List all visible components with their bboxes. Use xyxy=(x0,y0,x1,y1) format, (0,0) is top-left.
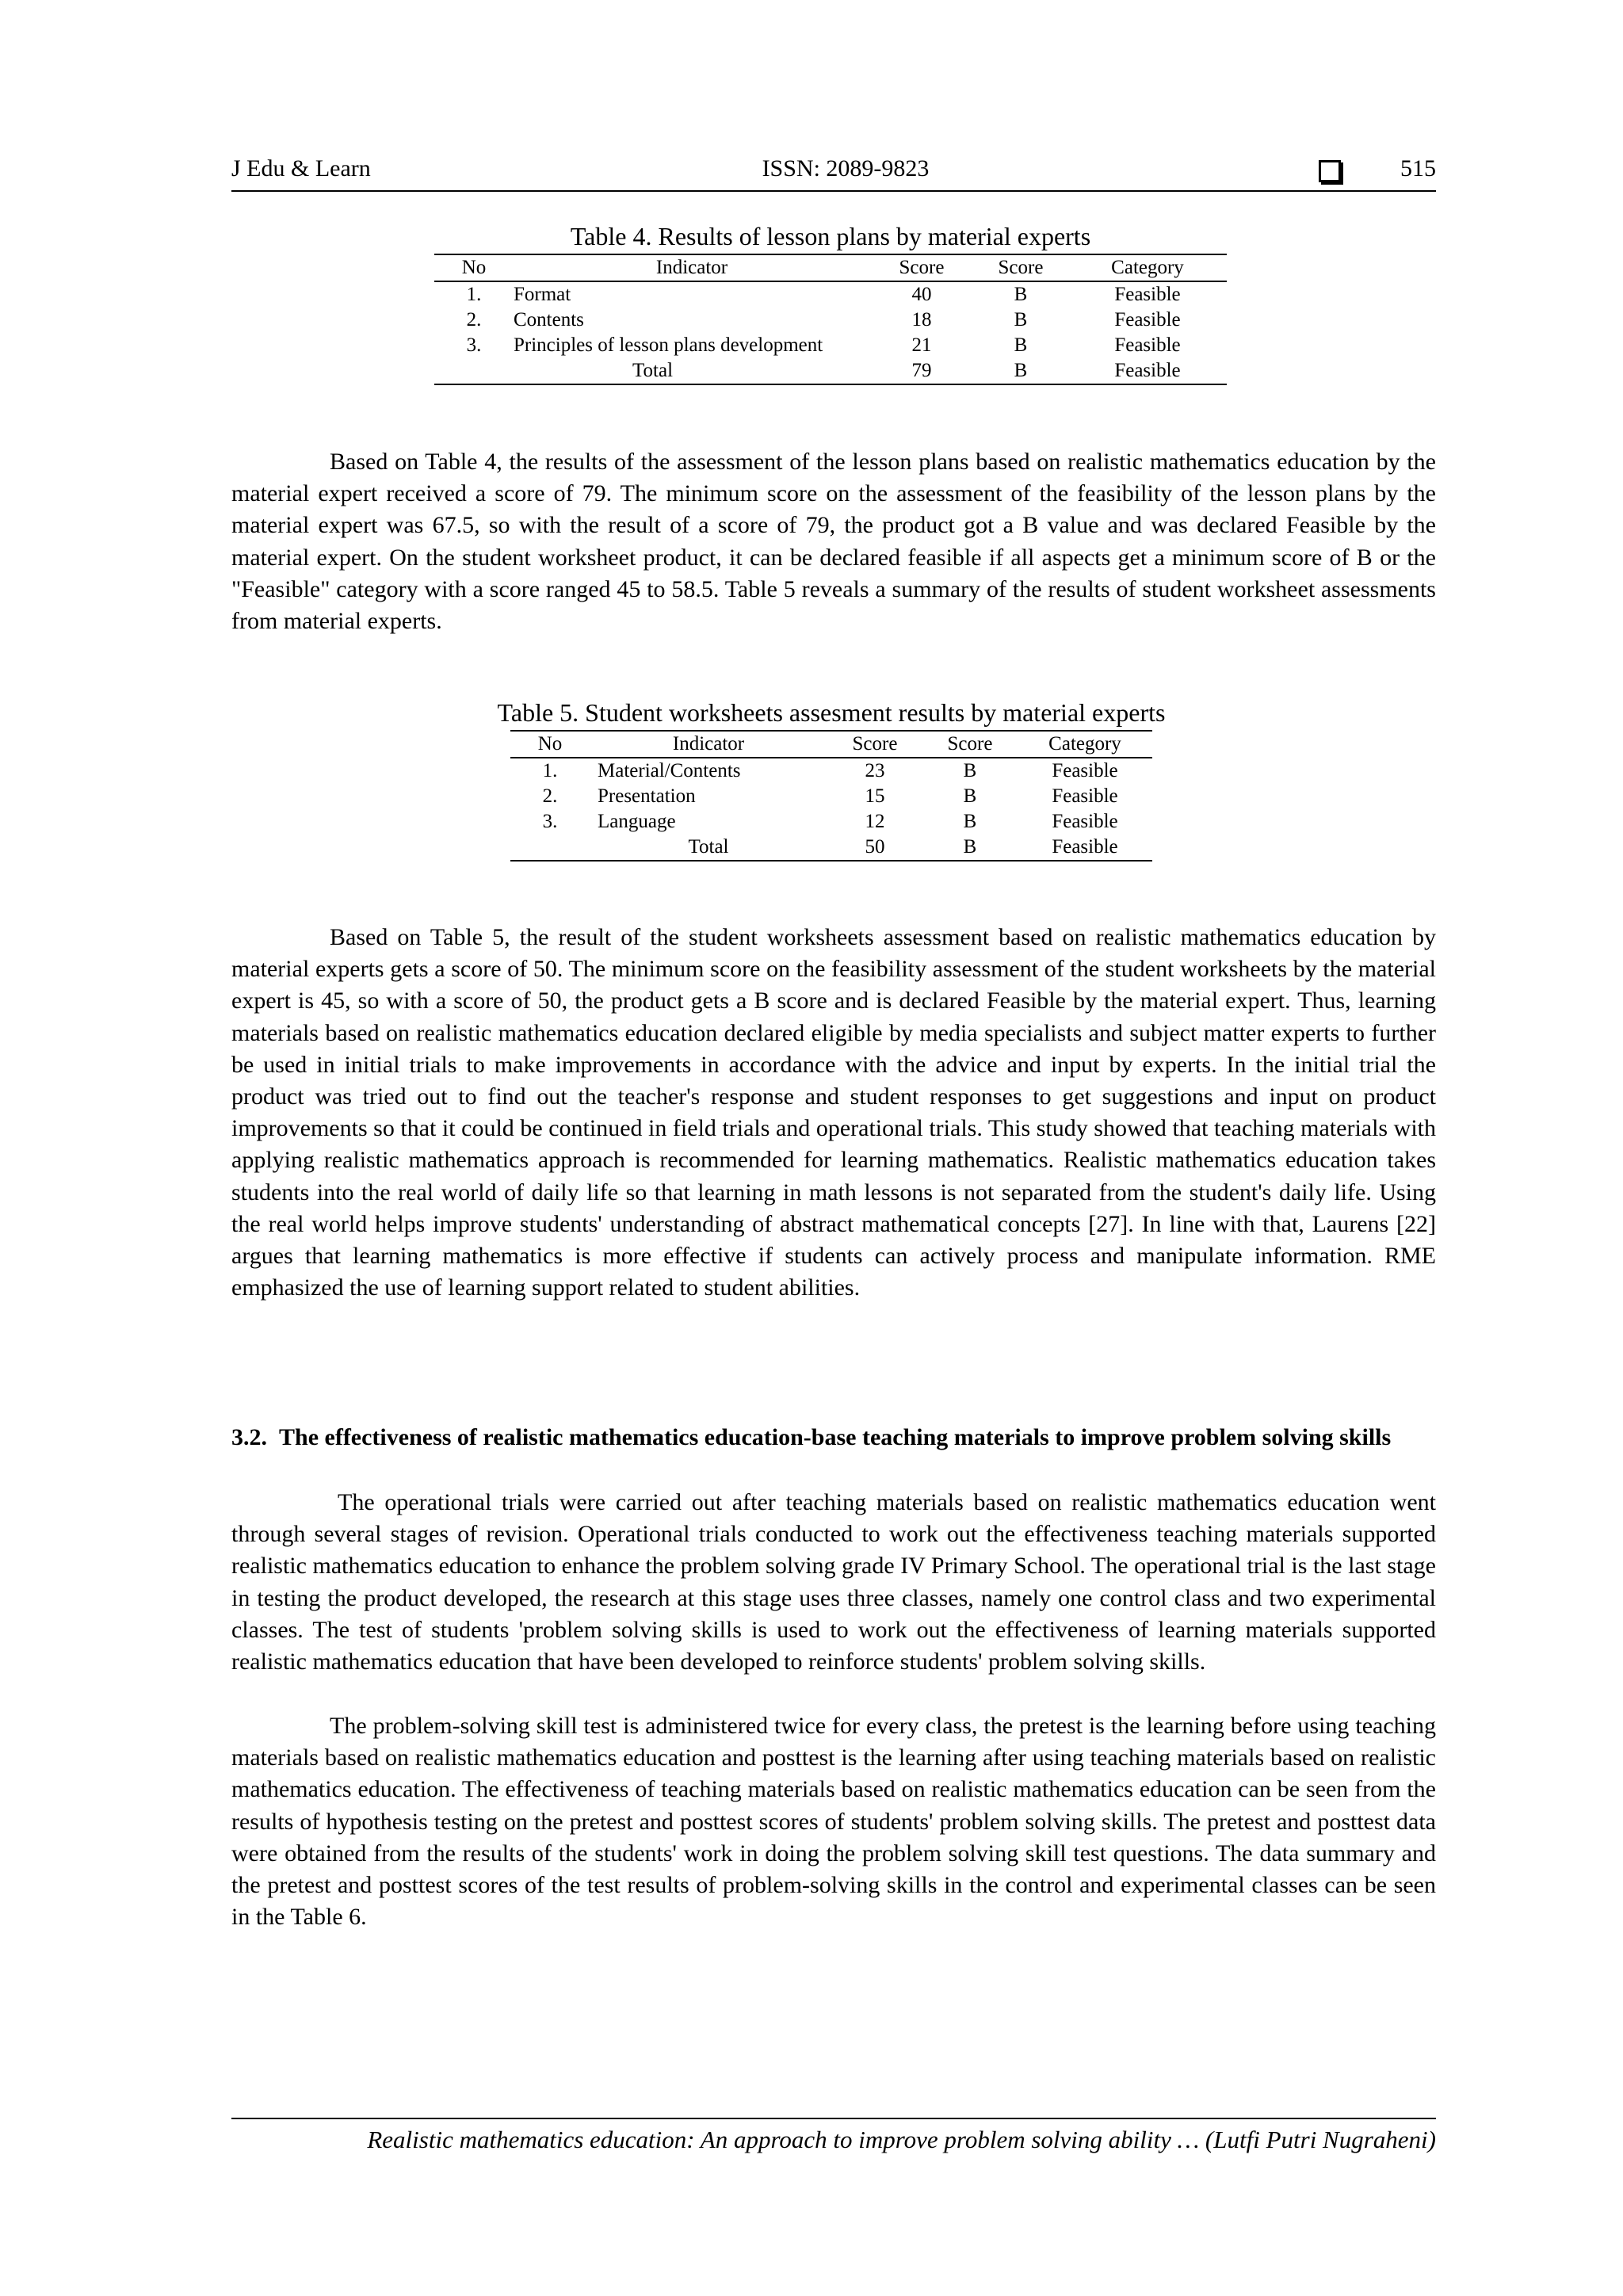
cell-indicator: Format xyxy=(514,284,571,305)
cell-grade: B xyxy=(1014,309,1028,330)
col-header-grade: Score xyxy=(922,731,1018,758)
page-header xyxy=(231,154,1436,192)
col-header-no: No xyxy=(510,731,590,758)
section-title: The effectiveness of realistic mathematics education-base teaching materials to improve problem solving skills xyxy=(279,1424,1392,1450)
table4 xyxy=(434,254,1227,385)
cell-score: 40 xyxy=(911,284,932,305)
col-header-indicator: Indicator xyxy=(590,731,827,758)
cell-no: 3. xyxy=(466,334,482,356)
cell-total-score: 79 xyxy=(870,358,973,384)
cell-no: 2. xyxy=(542,785,558,807)
paragraph-pretest-posttest: The problem-solving skill test is administered twice for every class, the pretest is the learning before using teaching materials based on realistic mathematics education and posttest is the learning after using teaching materials based on realistic mathematics education. The effectiveness of teaching materials based on realistic mathematics education can be seen from the results of hypothesis testing on the pretest and posttest scores of students' problem solving skills. The pretest and posttest data were obtained from the results of the students' work in doing the problem solving skill test questions. The data summary and the pretest and posttest scores of the test results of problem-solving skills in the control and experimental classes can be seen in the Table 6. xyxy=(231,1713,1436,1931)
table-row xyxy=(434,308,1227,333)
cell-total-category: Feasible xyxy=(1068,358,1227,384)
cell-total-label: Total xyxy=(514,358,870,384)
cell-no: 2. xyxy=(466,309,482,330)
table-row xyxy=(510,784,1152,809)
cell-category: Feasible xyxy=(1114,309,1181,330)
cell-total-category: Feasible xyxy=(1018,835,1152,861)
cell-indicator: Presentation xyxy=(598,785,696,807)
cell-indicator: Language xyxy=(598,811,676,832)
cell-total-score: 50 xyxy=(827,835,922,861)
col-header-score: Score xyxy=(827,731,922,758)
col-header-no: No xyxy=(434,254,514,281)
table-row xyxy=(434,333,1227,358)
page-number: 515 xyxy=(1400,155,1436,181)
cell-no: 3. xyxy=(542,811,558,832)
cell-score: 12 xyxy=(865,811,885,832)
issn: ISSN: 2089-9823 xyxy=(762,155,930,181)
table5-header-row xyxy=(510,731,1152,758)
cell-indicator: Material/Contents xyxy=(598,760,741,781)
cell-score: 23 xyxy=(865,760,885,781)
page-footer: Realistic mathematics education: An approach to improve problem solving ability … (Lutfi Putri Nugraheni) xyxy=(231,2118,1436,2154)
table5 xyxy=(510,730,1152,861)
col-header-grade: Score xyxy=(973,254,1068,281)
cell-no: 1. xyxy=(542,760,558,781)
cell-score: 18 xyxy=(911,309,932,330)
cell-category: Feasible xyxy=(1052,760,1118,781)
cell-grade: B xyxy=(963,811,977,832)
table5-caption: Table 5. Student worksheets assesment results by material experts xyxy=(497,698,1166,727)
section-heading xyxy=(231,1422,1436,1454)
cell-category: Feasible xyxy=(1052,811,1118,832)
table-row xyxy=(434,281,1227,308)
cell-grade: B xyxy=(1014,334,1028,356)
cell-grade: B xyxy=(963,785,977,807)
cell-category: Feasible xyxy=(1114,334,1181,356)
cell-total-grade: B xyxy=(973,358,1068,384)
cell-grade: B xyxy=(963,760,977,781)
table-total-row xyxy=(434,358,1227,384)
table4-caption: Table 4. Results of lesson plans by material experts xyxy=(570,222,1091,250)
cell-indicator: Principles of lesson plans development xyxy=(514,334,823,356)
cell-indicator: Contents xyxy=(514,309,584,330)
table4-header-row xyxy=(434,254,1227,281)
col-header-indicator: Indicator xyxy=(514,254,870,281)
col-header-category: Category xyxy=(1018,731,1152,758)
cell-no: 1. xyxy=(466,284,482,305)
paragraph-table5-discussion: Based on Table 5, the result of the student worksheets assessment based on realistic mathematics education by material experts gets a score of 50. The minimum score on the feasibility assessment of the student worksheets by the material expert is 45, so with a score of 50, the product gets a B score and is declared Feasible by the material expert. Thus, learning materials based on realistic mathematics education declared eligible by media specialists and subject matter experts to further be used in initial trials to make improvements in accordance with the advice and input by experts. In the initial trial the product was tried out to find out the teacher's response and student responses to get suggestions and input on product improvements so that it could be continued in field trials and operational trials. This study showed that teaching materials with applying realistic mathematics approach is recommended for learning mathematics. Realistic mathematics education takes students into the real world of daily life so that learning in math lessons is not separated from the student's daily life. Using the real world helps improve students' understanding of abstract mathematical concepts [27]. In line with that, Laurens [22] argues that learning mathematics is more effective if students can actively process and manipulate information. RME emphasized the use of learning support related to student abilities. xyxy=(231,924,1436,1301)
cell-total-label: Total xyxy=(590,835,827,861)
col-header-score: Score xyxy=(870,254,973,281)
cell-score: 21 xyxy=(911,334,932,356)
cell-total-grade: B xyxy=(922,835,1018,861)
cell-score: 15 xyxy=(865,785,885,807)
table-row xyxy=(510,809,1152,835)
paragraph-table4-discussion: Based on Table 4, the results of the assessment of the lesson plans based on realistic mathematics education by the material expert received a score of 79. The minimum score on the assessment of the feasibility of the lesson plans by the material expert was 67.5, so with the result of a score of 79, the product got a B value and was declared Feasible by the material expert. On the student worksheet product, it can be declared feasible if all aspects get a minimum score of B or the "Feasible" category with a score ranged 45 to 58.5. Table 5 reveals a summary of the results of student worksheet assessments from material experts. xyxy=(231,449,1436,635)
col-header-category: Category xyxy=(1068,254,1227,281)
paragraph-operational-trials: The operational trials were carried out after teaching materials based on realistic mathematics education went through several stages of revision. Operational trials conducted to work out the effectiveness teaching materials supported realistic mathematics education to enhance the problem solving grade IV Primary School. The operational trial is the last stage in testing the product developed, the research at this stage uses three classes, namely one control class and two experimental classes. The test of students 'problem solving skills is used to work out the effectiveness of learning materials supported realistic mathematics education that have been developed to reinforce students' problem solving skills. xyxy=(231,1489,1436,1675)
table-row xyxy=(510,758,1152,784)
cell-category: Feasible xyxy=(1052,785,1118,807)
cell-category: Feasible xyxy=(1114,284,1181,305)
cell-grade: B xyxy=(1014,284,1028,305)
table-total-row xyxy=(510,835,1152,861)
section-number: 3.2. xyxy=(231,1424,267,1450)
checkbox-square-icon xyxy=(1319,160,1341,182)
journal-name: J Edu & Learn xyxy=(231,155,371,181)
